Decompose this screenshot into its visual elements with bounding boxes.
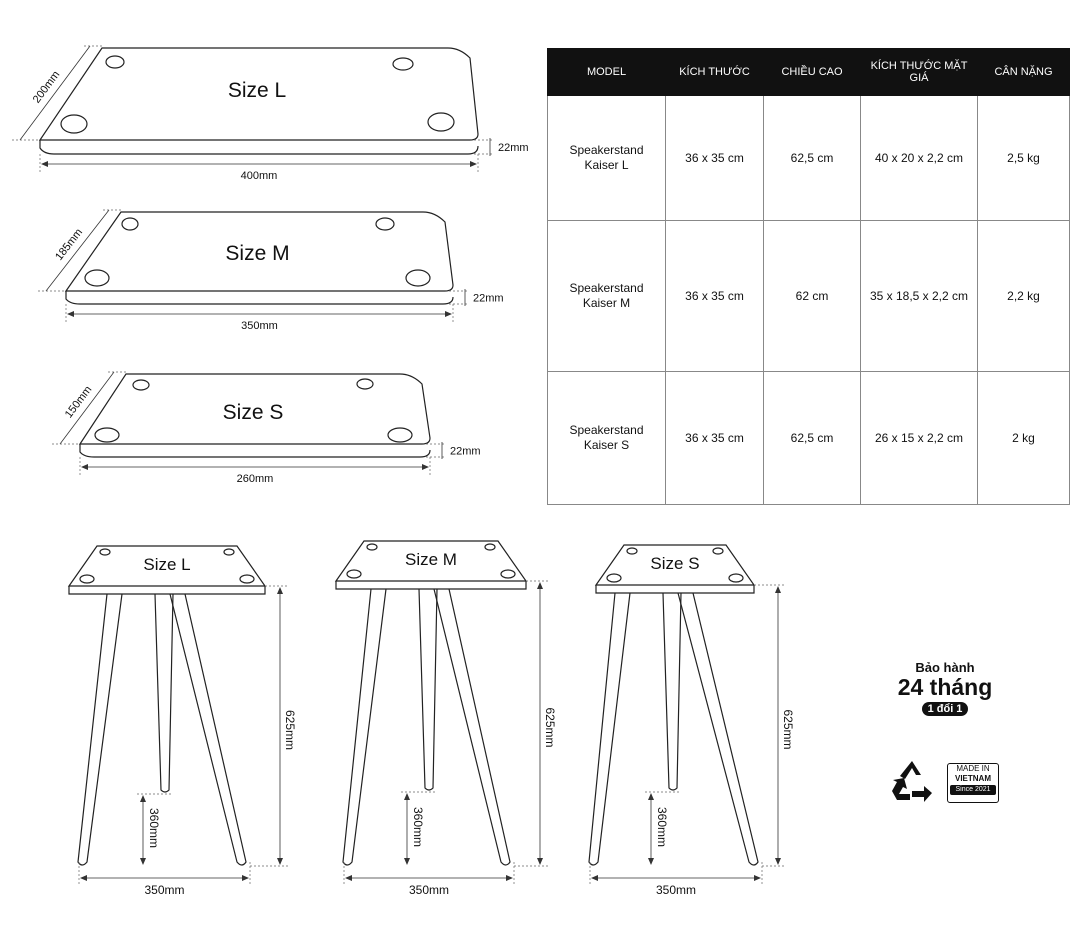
warranty-label: Bảo hành [915,660,975,675]
depth-label: 150mm [62,383,95,421]
cell-model: Speakerstand Kaiser L [548,96,666,221]
table-row [548,96,1070,221]
stand-l [69,546,297,897]
warranty-period: 24 tháng [897,674,993,700]
middle-leg-label: 360mm [411,806,425,848]
mount-hole [122,218,138,230]
cell-top-size: 35 x 18,5 x 2,2 cm [861,221,978,372]
depth-label: 185mm [53,226,86,263]
mount-hole [61,115,87,133]
mount-hole [627,548,637,554]
top-view-s [52,372,481,485]
header-model: MODEL [548,49,666,96]
table-header-row [548,49,1070,96]
middle-leg [155,594,173,792]
height-label: 625mm [283,709,297,751]
middle-leg [419,589,437,790]
left-leg [589,593,630,865]
made-in-text: MADE IN [956,764,990,773]
mount-hole [729,574,743,582]
mount-hole [607,574,621,582]
right-leg [434,589,510,865]
cell-weight: 2 kg [978,372,1070,505]
header-height: CHIỀU CAO [764,49,861,96]
base-label: 350mm [655,883,697,897]
left-leg [78,594,122,865]
made-in-vietnam-badge [947,763,999,803]
cell-height: 62,5 cm [764,372,861,505]
width-label: 260mm [236,473,274,485]
width-label: 400mm [240,170,278,182]
since-text: Since 2021 [950,785,996,795]
cell-weight: 2,2 kg [978,221,1070,372]
stand-size-title: Size L [143,555,191,574]
cell-top-size: 40 x 20 x 2,2 cm [861,96,978,221]
cell-size: 36 x 35 cm [666,221,764,372]
stand-plate-edge [69,586,265,594]
stand-size-title: Size S [650,554,700,573]
stand-m [336,541,557,897]
thickness-label: 22mm [450,445,481,458]
middle-leg [663,593,681,790]
depth-dimension-line [46,210,109,291]
stand-plate-edge [336,581,526,589]
exchange-badge: 1 đổi 1 [922,702,969,716]
mount-hole [106,56,124,68]
base-label: 350mm [408,883,450,897]
top-views [12,46,529,485]
mount-hole [133,380,149,390]
left-leg [343,589,386,865]
plate-edge [66,291,453,304]
mount-hole [388,428,412,442]
mount-hole [367,544,377,550]
header-weight: CÂN NẶNG [978,49,1070,96]
depth-label: 200mm [30,68,63,106]
mount-hole [224,549,234,555]
cell-weight: 2,5 kg [978,96,1070,221]
mount-hole [428,113,454,131]
header-top-size: KÍCH THƯỚC MẶT GIÁ [861,49,978,96]
plate-edge [80,444,430,457]
stand-size-title: Size M [405,550,457,569]
size-title: Size S [222,401,284,424]
stand-drawings [69,541,795,897]
mount-hole [347,570,361,578]
mount-hole [376,218,394,230]
mount-hole [501,570,515,578]
mount-hole [357,379,373,389]
thickness-label: 22mm [498,142,529,154]
mount-hole [406,270,430,286]
middle-leg-label: 360mm [655,806,669,848]
spec-table [547,48,1070,505]
thickness-label: 22mm [473,292,504,305]
mount-hole [240,575,254,583]
mount-hole [393,58,413,70]
top-view-m [38,210,504,332]
mount-hole [485,544,495,550]
table-row [548,221,1070,372]
right-leg [170,594,246,865]
height-label: 625mm [781,709,795,750]
stand-s [589,545,795,897]
depth-dimension-line [20,46,90,140]
mount-hole [95,428,119,442]
table-row [548,372,1070,505]
plate-edge [40,140,478,154]
cell-top-size: 26 x 15 x 2,2 cm [861,372,978,505]
right-leg [678,593,758,865]
top-view-l [12,46,529,182]
cell-size: 36 x 35 cm [666,372,764,505]
mount-hole [713,548,723,554]
cell-height: 62,5 cm [764,96,861,221]
warranty-badge [880,660,1010,717]
cell-model: Speakerstand Kaiser S [548,372,666,505]
size-title: Size M [225,242,290,265]
middle-leg-label: 360mm [147,807,161,849]
base-label: 350mm [144,883,185,897]
recycle-icon [888,758,936,806]
header-size: KÍCH THƯỚC [666,49,764,96]
cell-model: Speakerstand Kaiser M [548,221,666,372]
vietnam-text: VIETNAM [955,774,991,783]
width-label: 350mm [241,320,278,332]
mount-hole [100,549,110,555]
cell-size: 36 x 35 cm [666,96,764,221]
cell-height: 62 cm [764,221,861,372]
size-title: Size L [227,79,287,102]
stand-plate-edge [596,585,754,593]
height-label: 625mm [543,707,557,748]
mount-hole [85,270,109,286]
mount-hole [80,575,94,583]
